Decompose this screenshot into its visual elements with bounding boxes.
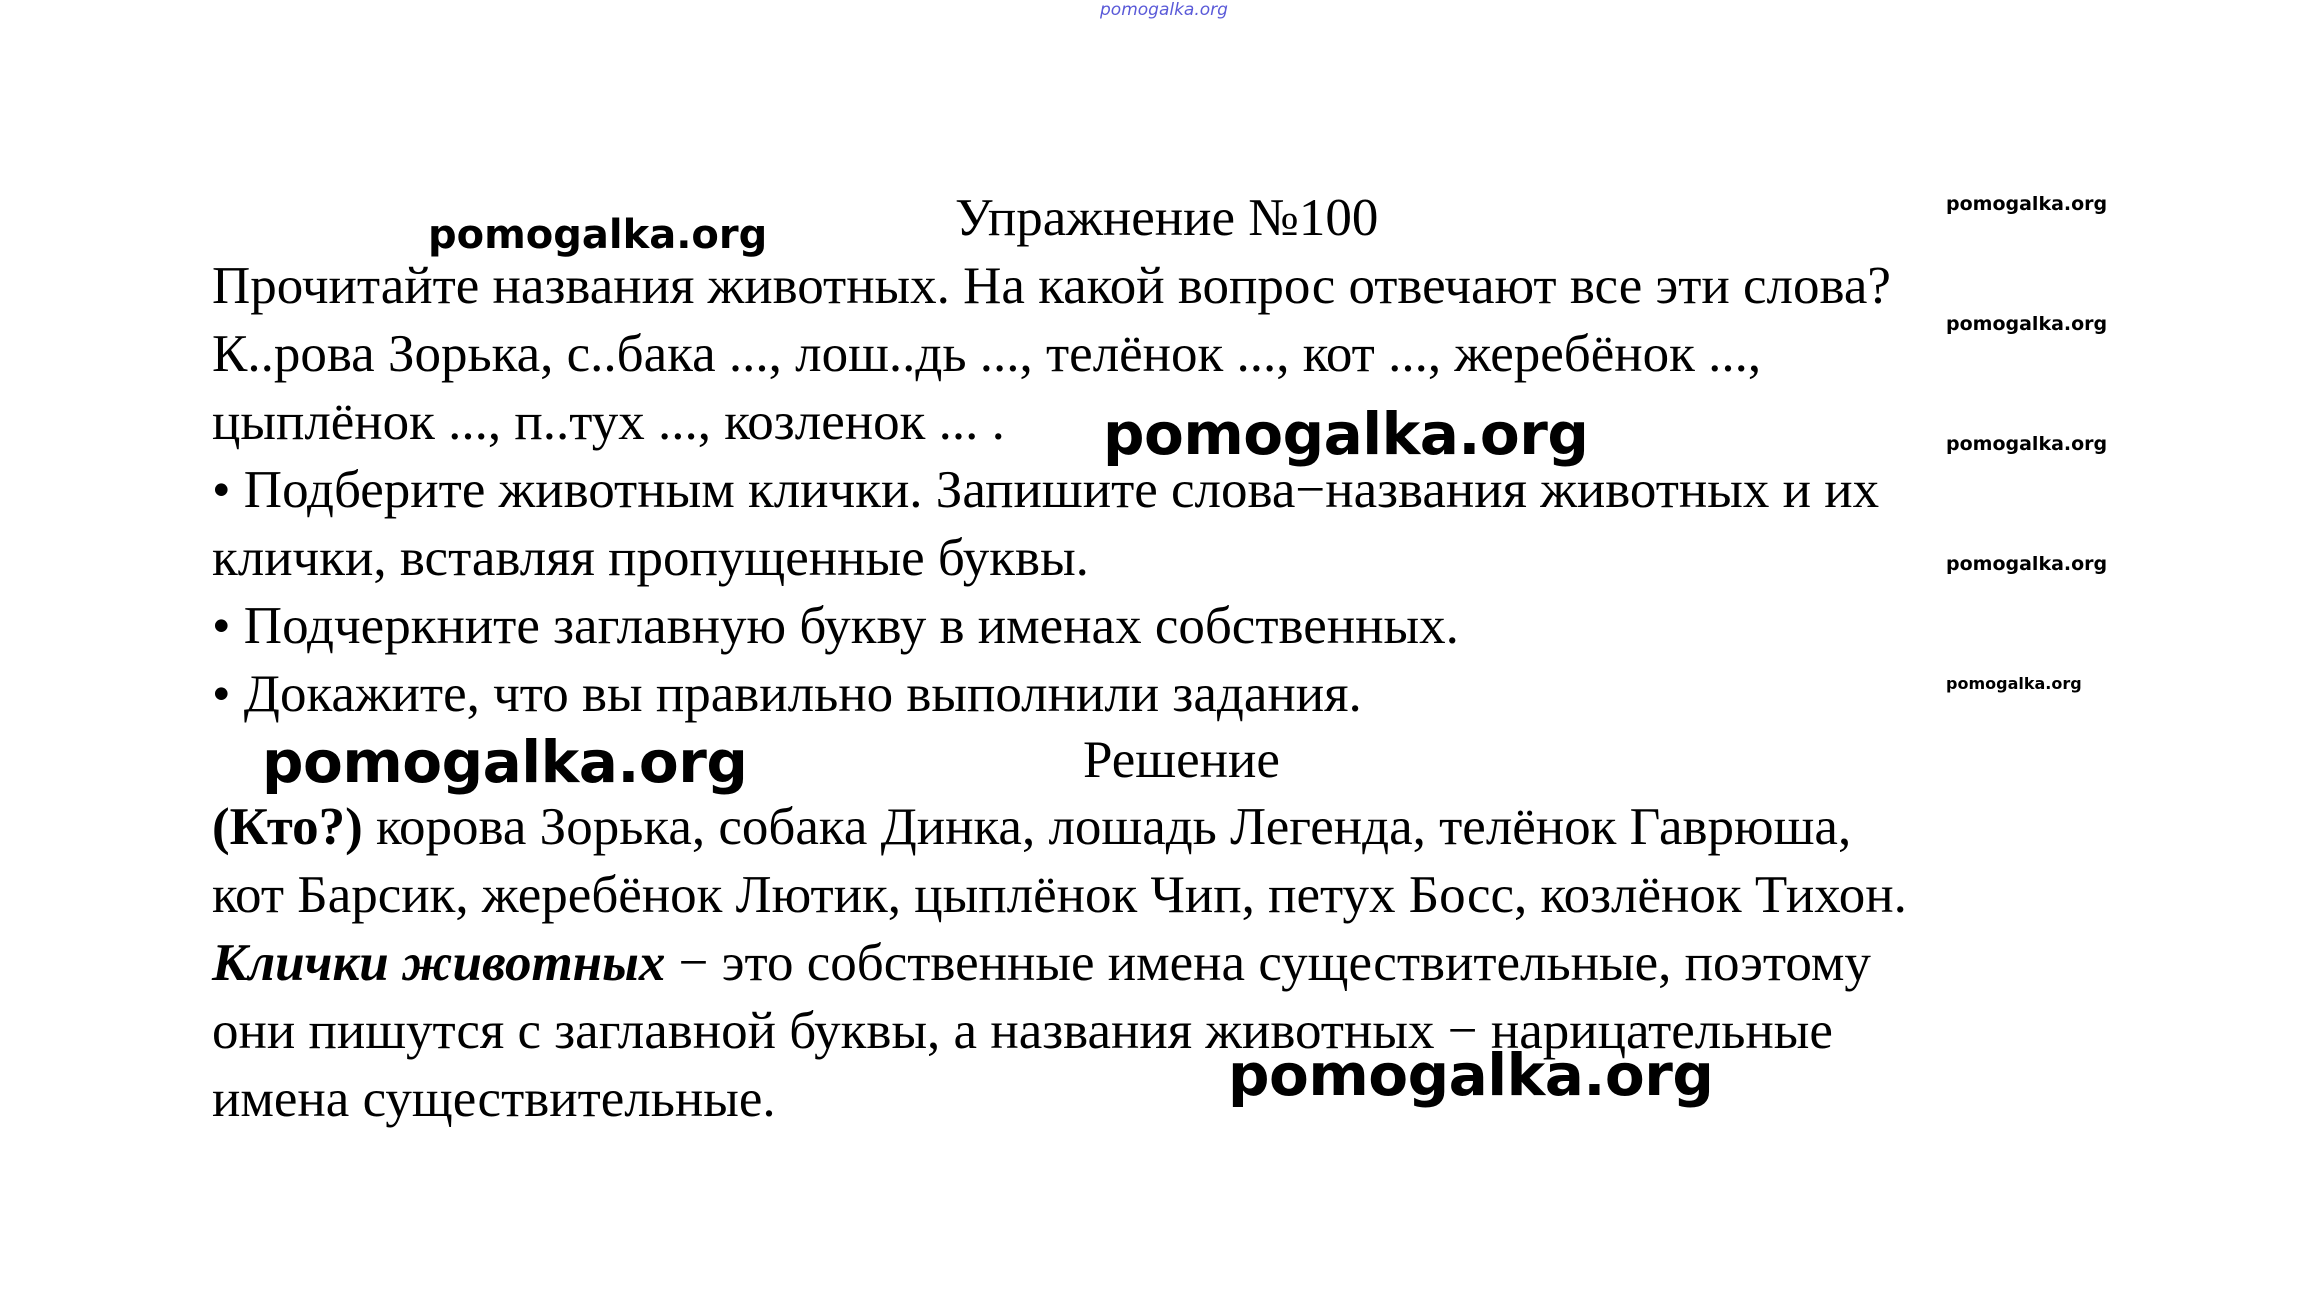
watermark-4: pomogalka.org [1228, 1041, 1714, 1109]
solution-line-4: они пишутся с заглавной буквы, а названия животных − нарицательные [212, 1002, 1833, 1060]
watermark-6: pomogalka.org [1946, 313, 2108, 335]
watermark-top: pomogalka.org [1100, 0, 1228, 20]
solution-line-2: кот Барсик, жеребёнок Лютик, цыплёнок Чип, петух Босс, козлёнок Тихон. [212, 866, 1907, 924]
exercise-line-2: К..рова Зорька, с..бака ..., лош..дь ..., телёнок ..., кот ..., жеребёнок ..., [212, 325, 1762, 383]
question-who: (Кто?) [212, 798, 363, 856]
watermark-5: pomogalka.org [1946, 193, 2108, 215]
solution-line-1 [212, 794, 1851, 860]
exercise-line-4: • Подберите животным клички. Запишите слова−названия животных и их [212, 461, 1880, 519]
watermark-1: pomogalka.org [428, 212, 768, 258]
exercise-line-1: Прочитайте названия животных. На какой вопрос отвечают все эти слова? [212, 257, 1891, 315]
exercise-line-3: цыплёнок ..., п..тух ..., козленок ... . [212, 393, 1005, 451]
solution-line-5: имена существительные. [212, 1070, 776, 1128]
term-pet-names: Клички животных [212, 934, 666, 992]
exercise-line-7: • Докажите, что вы правильно выполнили задания. [212, 665, 1362, 723]
solution-line-1-text: корова Зорька, собака Динка, лошадь Легенда, телёнок Гаврюша, [362, 798, 1852, 856]
watermark-9: pomogalka.org [1946, 674, 2082, 693]
exercise-title: Упражнение №100 [955, 189, 1379, 247]
solution-line-3-text: − это собственные имена существительные, поэтому [665, 934, 1871, 992]
watermark-8: pomogalka.org [1946, 553, 2108, 575]
solution-heading: Решение [1083, 731, 1280, 789]
exercise-line-5: клички, вставляя пропущенные буквы. [212, 529, 1089, 587]
watermark-7: pomogalka.org [1946, 433, 2108, 455]
solution-line-3 [212, 930, 1871, 996]
exercise-line-6: • Подчеркните заглавную букву в именах собственных. [212, 597, 1459, 655]
watermark-3: pomogalka.org [262, 728, 748, 796]
watermark-2: pomogalka.org [1103, 400, 1589, 468]
